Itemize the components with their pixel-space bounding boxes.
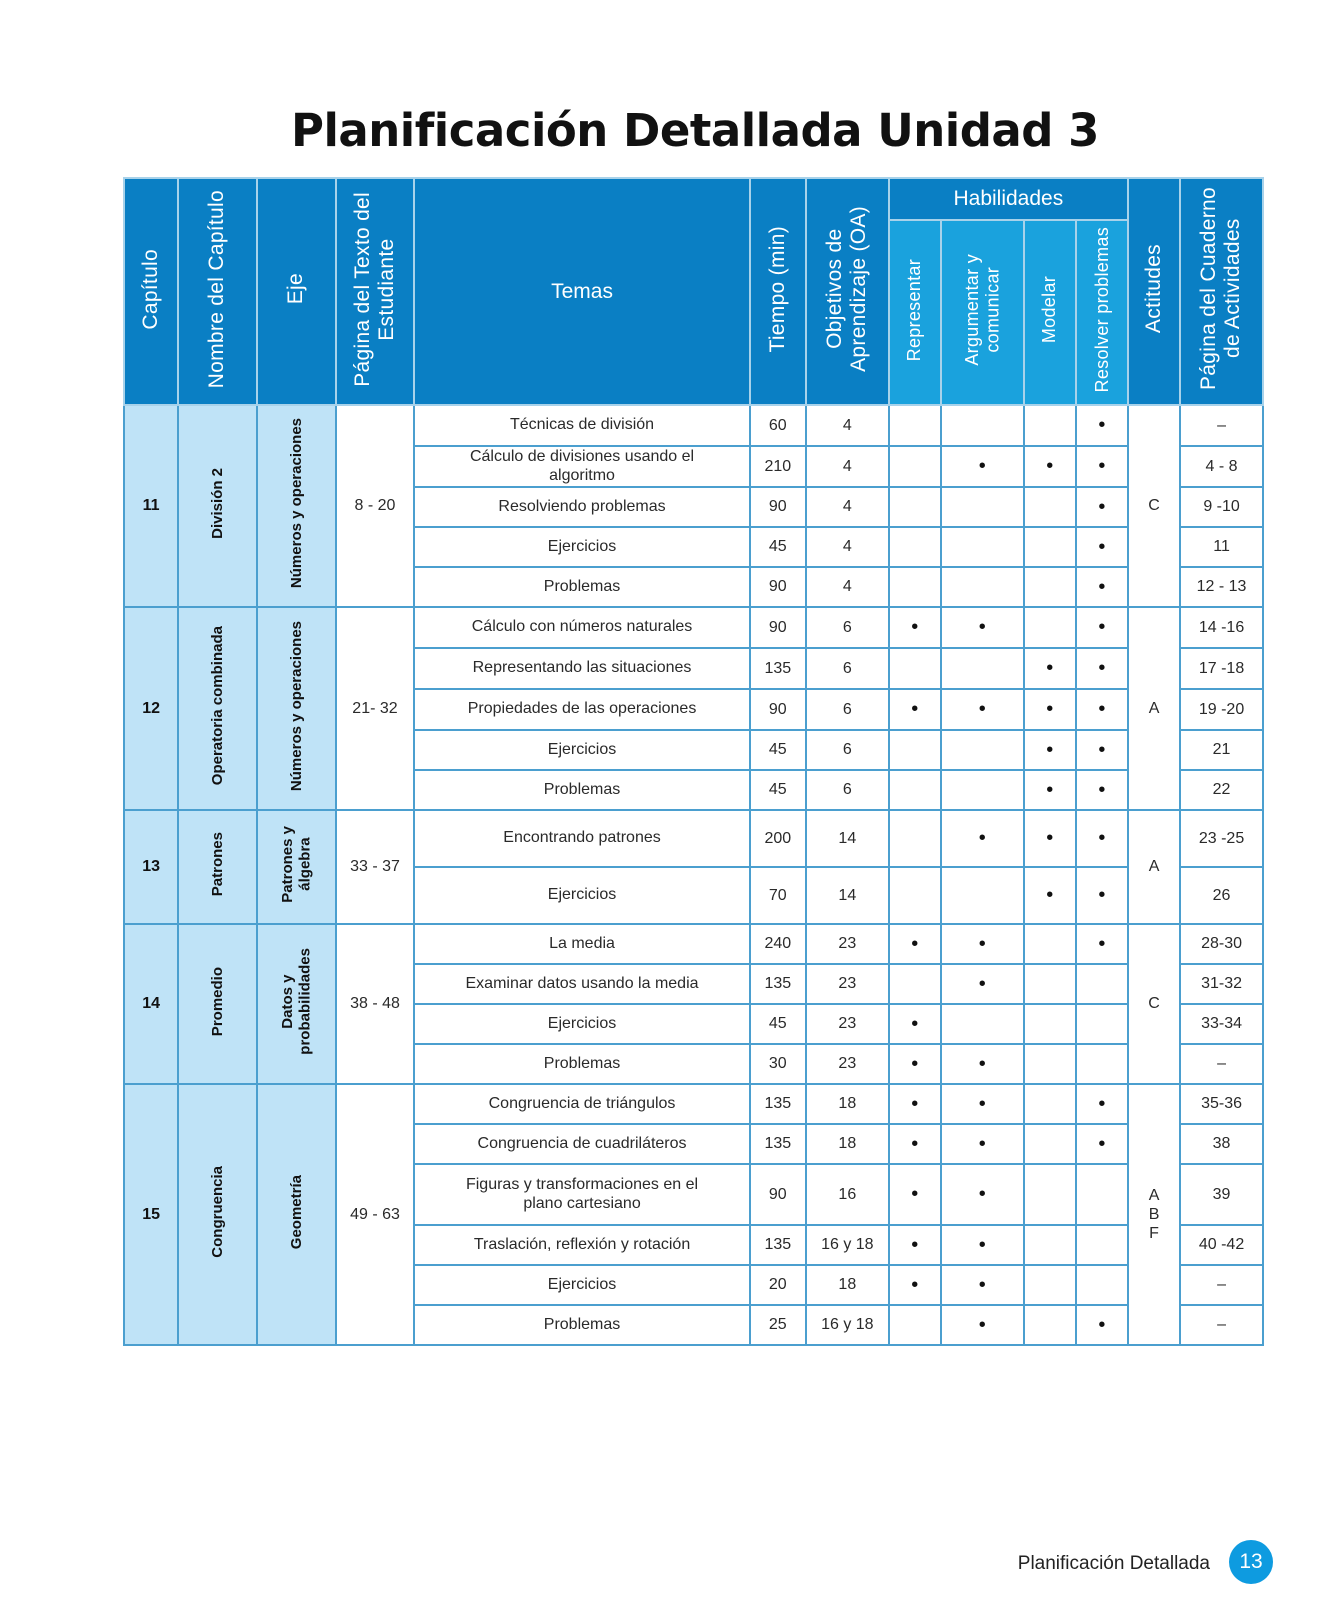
skill-argumentar-cell <box>941 1044 1024 1084</box>
skill-representar-cell <box>889 1265 941 1305</box>
bullet-mark: • <box>978 1052 986 1075</box>
oa-cell: 16 y 18 <box>806 1225 889 1265</box>
chapter-number: 12 <box>124 607 178 810</box>
tiempo-cell: 135 <box>750 648 806 689</box>
skill-resolver-cell <box>1076 1084 1128 1124</box>
skill-resolver-cell <box>1076 924 1128 964</box>
oa-cell: 23 <box>806 1004 889 1044</box>
chapter-name: Promedio <box>178 924 257 1084</box>
skill-modelar-cell <box>1024 924 1076 964</box>
skill-resolver-cell <box>1076 648 1128 689</box>
tiempo-cell: 210 <box>750 446 806 487</box>
skill-argumentar-cell <box>941 1004 1024 1044</box>
bullet-mark: • <box>1046 738 1054 761</box>
chapter-pages: 33 - 37 <box>336 810 415 924</box>
bullet-mark: • <box>1098 495 1106 518</box>
skill-representar-cell <box>889 689 941 730</box>
skill-argumentar-cell <box>941 770 1024 810</box>
bullet-mark: • <box>978 1233 986 1256</box>
tiempo-cell: 135 <box>750 1124 806 1164</box>
tema-cell: Problemas <box>414 1044 749 1084</box>
skill-representar-cell <box>889 567 941 607</box>
tiempo-cell: 90 <box>750 1164 806 1225</box>
bullet-mark: • <box>911 1012 919 1035</box>
chapter-eje: Números y operaciones <box>257 405 336 607</box>
skill-representar-cell <box>889 1084 941 1124</box>
skill-representar-cell <box>889 487 941 527</box>
skill-representar-cell <box>889 405 941 446</box>
oa-cell: 6 <box>806 648 889 689</box>
chapter-pages: 49 - 63 <box>336 1084 415 1345</box>
skill-argumentar-cell <box>941 1164 1024 1225</box>
skill-representar-cell <box>889 607 941 648</box>
bullet-mark: • <box>911 932 919 955</box>
oa-cell: 23 <box>806 1044 889 1084</box>
skill-representar-cell <box>889 867 941 924</box>
skill-resolver-cell <box>1076 964 1128 1004</box>
bullet-mark: • <box>911 1233 919 1256</box>
table-row <box>124 607 1263 648</box>
bullet-mark: • <box>978 616 986 638</box>
bullet-mark: • <box>978 827 986 849</box>
cuaderno-cell: 35-36 <box>1180 1084 1263 1124</box>
chapter-actitudes: A <box>1128 607 1180 810</box>
cuaderno-cell: 22 <box>1180 770 1263 810</box>
bullet-mark: • <box>1098 1132 1106 1155</box>
cuaderno-cell: 12 - 13 <box>1180 567 1263 607</box>
bullet-mark: • <box>978 1313 986 1336</box>
bullet-mark: • <box>978 455 986 477</box>
bullet-mark: • <box>1098 738 1106 761</box>
skill-resolver-cell <box>1076 1164 1128 1225</box>
tema-cell: Congruencia de cuadriláteros <box>414 1124 749 1164</box>
tiempo-cell: 20 <box>750 1265 806 1305</box>
tiempo-cell: 135 <box>750 1084 806 1124</box>
header-objetivos: Objetivos de Aprendizaje (OA) <box>806 178 889 405</box>
planning-table <box>123 177 1264 1346</box>
tiempo-cell: 90 <box>750 487 806 527</box>
bullet-mark: • <box>978 1132 986 1155</box>
skill-resolver-cell <box>1076 1225 1128 1265</box>
skill-representar-cell <box>889 770 941 810</box>
skill-modelar-cell <box>1024 1305 1076 1345</box>
chapter-name: Patrones <box>178 810 257 924</box>
bullet-mark: • <box>1098 535 1106 558</box>
cuaderno-cell: 17 -18 <box>1180 648 1263 689</box>
skill-argumentar-cell <box>941 446 1024 487</box>
skill-modelar-cell <box>1024 648 1076 689</box>
bullet-mark: • <box>1098 778 1106 801</box>
oa-cell: 18 <box>806 1265 889 1305</box>
tema-cell: Cálculo con números naturales <box>414 607 749 648</box>
oa-cell: 16 y 18 <box>806 1305 889 1345</box>
chapter-name: División 2 <box>178 405 257 607</box>
bullet-mark: • <box>1098 884 1106 906</box>
skill-modelar-cell <box>1024 1225 1076 1265</box>
tiempo-cell: 200 <box>750 810 806 867</box>
tiempo-cell: 30 <box>750 1044 806 1084</box>
table-row <box>124 405 1263 446</box>
skill-representar-cell <box>889 1044 941 1084</box>
header-temas: Temas <box>414 178 749 405</box>
oa-cell: 18 <box>806 1084 889 1124</box>
bullet-mark: • <box>978 972 986 995</box>
chapter-number: 11 <box>124 405 178 607</box>
bullet-mark: • <box>978 932 986 955</box>
page-title: Planificación Detallada Unidad 3 <box>291 104 1099 157</box>
cuaderno-cell: 26 <box>1180 867 1263 924</box>
cuaderno-cell: 21 <box>1180 730 1263 770</box>
cuaderno-cell: – <box>1180 1305 1263 1345</box>
skill-resolver-cell <box>1076 1124 1128 1164</box>
skill-representar-cell <box>889 446 941 487</box>
bullet-mark: • <box>1098 616 1106 638</box>
cuaderno-cell: – <box>1180 1265 1263 1305</box>
cuaderno-cell: 23 -25 <box>1180 810 1263 867</box>
oa-cell: 23 <box>806 924 889 964</box>
oa-cell: 4 <box>806 446 889 487</box>
chapter-eje: Números y operaciones <box>257 607 336 810</box>
bullet-mark: • <box>978 1183 986 1205</box>
skill-representar-cell <box>889 1225 941 1265</box>
tiempo-cell: 135 <box>750 964 806 1004</box>
skill-modelar-cell <box>1024 1164 1076 1225</box>
skill-modelar-cell <box>1024 527 1076 567</box>
tema-cell: Ejercicios <box>414 1265 749 1305</box>
tema-cell: Ejercicios <box>414 527 749 567</box>
skill-argumentar-cell <box>941 867 1024 924</box>
cuaderno-cell: 14 -16 <box>1180 607 1263 648</box>
tema-cell: Encontrando patrones <box>414 810 749 867</box>
oa-cell: 4 <box>806 567 889 607</box>
cuaderno-cell: 31-32 <box>1180 964 1263 1004</box>
skill-resolver-cell <box>1076 867 1128 924</box>
skill-modelar-cell <box>1024 689 1076 730</box>
tiempo-cell: 45 <box>750 527 806 567</box>
table-row <box>124 924 1263 964</box>
tema-cell: Problemas <box>414 770 749 810</box>
tema-cell: Ejercicios <box>414 1004 749 1044</box>
skill-argumentar-cell <box>941 924 1024 964</box>
skill-argumentar-cell <box>941 405 1024 446</box>
tema-cell: Figuras y transformaciones en el plano cartesiano <box>414 1164 749 1225</box>
header-habilidades: Habilidades <box>889 178 1128 220</box>
bullet-mark: • <box>1098 414 1106 436</box>
skill-representar-cell <box>889 527 941 567</box>
oa-cell: 16 <box>806 1164 889 1225</box>
footer-label: Planificación Detallada <box>1017 1553 1210 1574</box>
tiempo-cell: 135 <box>750 1225 806 1265</box>
bullet-mark: • <box>978 1273 986 1296</box>
cuaderno-cell: 38 <box>1180 1124 1263 1164</box>
chapter-pages: 8 - 20 <box>336 405 415 607</box>
bullet-mark: • <box>911 1273 919 1296</box>
skill-modelar-cell <box>1024 770 1076 810</box>
chapter-number: 15 <box>124 1084 178 1345</box>
tiempo-cell: 70 <box>750 867 806 924</box>
oa-cell: 4 <box>806 405 889 446</box>
skill-modelar-cell <box>1024 730 1076 770</box>
oa-cell: 18 <box>806 1124 889 1164</box>
skill-modelar-cell <box>1024 405 1076 446</box>
header-resolver: Resolver problemas <box>1076 220 1128 405</box>
skill-modelar-cell <box>1024 1265 1076 1305</box>
skill-representar-cell <box>889 1004 941 1044</box>
skill-resolver-cell <box>1076 1265 1128 1305</box>
tiempo-cell: 25 <box>750 1305 806 1345</box>
oa-cell: 6 <box>806 607 889 648</box>
tema-cell: Propiedades de las operaciones <box>414 689 749 730</box>
cuaderno-cell: 33-34 <box>1180 1004 1263 1044</box>
oa-cell: 4 <box>806 487 889 527</box>
header-eje: Eje <box>257 178 336 405</box>
tiempo-cell: 60 <box>750 405 806 446</box>
cuaderno-cell: 9 -10 <box>1180 487 1263 527</box>
bullet-mark: • <box>911 1132 919 1155</box>
tema-cell: Ejercicios <box>414 867 749 924</box>
cuaderno-cell: – <box>1180 405 1263 446</box>
cuaderno-cell: 40 -42 <box>1180 1225 1263 1265</box>
skill-argumentar-cell <box>941 810 1024 867</box>
chapter-pages: 21- 32 <box>336 607 415 810</box>
bullet-mark: • <box>1046 778 1054 801</box>
skill-argumentar-cell <box>941 567 1024 607</box>
table-row <box>124 1084 1263 1124</box>
skill-representar-cell <box>889 1124 941 1164</box>
tiempo-cell: 90 <box>750 567 806 607</box>
skill-argumentar-cell <box>941 964 1024 1004</box>
tema-cell: La media <box>414 924 749 964</box>
skill-resolver-cell <box>1076 527 1128 567</box>
skill-modelar-cell <box>1024 1124 1076 1164</box>
bullet-mark: • <box>1098 932 1106 955</box>
skill-modelar-cell <box>1024 446 1076 487</box>
bullet-mark: • <box>1098 827 1106 849</box>
skill-argumentar-cell <box>941 1305 1024 1345</box>
skill-modelar-cell <box>1024 1044 1076 1084</box>
tiempo-cell: 45 <box>750 1004 806 1044</box>
skill-modelar-cell <box>1024 607 1076 648</box>
header-argumentar: Argumentar y comunicar <box>941 220 1024 405</box>
oa-cell: 23 <box>806 964 889 1004</box>
cuaderno-cell: 4 - 8 <box>1180 446 1263 487</box>
bullet-mark: • <box>1098 698 1106 720</box>
header-nombre-capitulo: Nombre del Capítulo <box>178 178 257 405</box>
bullet-mark: • <box>911 1092 919 1115</box>
bullet-mark: • <box>1098 1092 1106 1115</box>
header-capitulo: Capítulo <box>124 178 178 405</box>
skill-argumentar-cell <box>941 648 1024 689</box>
chapter-actitudes: A B F <box>1128 1084 1180 1345</box>
chapter-number: 14 <box>124 924 178 1084</box>
skill-resolver-cell <box>1076 446 1128 487</box>
skill-representar-cell <box>889 924 941 964</box>
bullet-mark: • <box>978 698 986 720</box>
bullet-mark: • <box>1046 698 1054 720</box>
skill-modelar-cell <box>1024 567 1076 607</box>
bullet-mark: • <box>911 1183 919 1205</box>
cuaderno-cell: – <box>1180 1044 1263 1084</box>
tiempo-cell: 45 <box>750 770 806 810</box>
bullet-mark: • <box>1098 455 1106 477</box>
tiempo-cell: 90 <box>750 689 806 730</box>
tema-cell: Congruencia de triángulos <box>414 1084 749 1124</box>
chapter-name: Operatoria combinada <box>178 607 257 810</box>
skill-representar-cell <box>889 810 941 867</box>
skill-argumentar-cell <box>941 527 1024 567</box>
chapter-eje: Patrones y álgebra <box>257 810 336 924</box>
skill-modelar-cell <box>1024 964 1076 1004</box>
skill-resolver-cell <box>1076 487 1128 527</box>
bullet-mark: • <box>911 698 919 720</box>
bullet-mark: • <box>1098 1313 1106 1336</box>
tema-cell: Técnicas de división <box>414 405 749 446</box>
header-pagina-texto: Página del Texto del Estudiante <box>336 178 415 405</box>
chapter-actitudes: C <box>1128 405 1180 607</box>
bullet-mark: • <box>1046 827 1054 849</box>
skill-representar-cell <box>889 730 941 770</box>
skill-representar-cell <box>889 964 941 1004</box>
tema-cell: Traslación, reflexión y rotación <box>414 1225 749 1265</box>
header-pagina-cuaderno: Página del Cuaderno de Actividades <box>1180 178 1263 405</box>
bullet-mark: • <box>1046 455 1054 477</box>
tema-cell: Problemas <box>414 1305 749 1345</box>
skill-modelar-cell <box>1024 810 1076 867</box>
skill-resolver-cell <box>1076 730 1128 770</box>
table-body <box>124 405 1263 1345</box>
tiempo-cell: 240 <box>750 924 806 964</box>
skill-argumentar-cell <box>941 730 1024 770</box>
skill-resolver-cell <box>1076 689 1128 730</box>
header-actitudes: Actitudes <box>1128 178 1180 405</box>
oa-cell: 14 <box>806 810 889 867</box>
skill-resolver-cell <box>1076 1044 1128 1084</box>
chapter-number: 13 <box>124 810 178 924</box>
cuaderno-cell: 11 <box>1180 527 1263 567</box>
tema-cell: Problemas <box>414 567 749 607</box>
cuaderno-cell: 39 <box>1180 1164 1263 1225</box>
skill-resolver-cell <box>1076 770 1128 810</box>
oa-cell: 6 <box>806 770 889 810</box>
tema-cell: Examinar datos usando la media <box>414 964 749 1004</box>
skill-modelar-cell <box>1024 487 1076 527</box>
bullet-mark: • <box>1046 884 1054 906</box>
cuaderno-cell: 28-30 <box>1180 924 1263 964</box>
tema-cell: Cálculo de divisiones usando el algoritmo <box>414 446 749 487</box>
skill-resolver-cell <box>1076 1004 1128 1044</box>
page-number-badge: 13 <box>1229 1540 1273 1584</box>
skill-argumentar-cell <box>941 1084 1024 1124</box>
tema-cell: Resolviendo problemas <box>414 487 749 527</box>
chapter-actitudes: C <box>1128 924 1180 1084</box>
skill-representar-cell <box>889 1305 941 1345</box>
header-representar: Representar <box>889 220 941 405</box>
bullet-mark: • <box>1098 657 1106 679</box>
header-tiempo: Tiempo (min) <box>750 178 806 405</box>
skill-modelar-cell <box>1024 867 1076 924</box>
bullet-mark: • <box>978 1092 986 1115</box>
skill-representar-cell <box>889 648 941 689</box>
oa-cell: 6 <box>806 689 889 730</box>
skill-resolver-cell <box>1076 1305 1128 1345</box>
chapter-eje: Datos y probabilidades <box>257 924 336 1084</box>
skill-argumentar-cell <box>941 1265 1024 1305</box>
oa-cell: 14 <box>806 867 889 924</box>
skill-resolver-cell <box>1076 405 1128 446</box>
bullet-mark: • <box>1046 657 1054 679</box>
bullet-mark: • <box>1098 575 1106 598</box>
oa-cell: 6 <box>806 730 889 770</box>
bullet-mark: • <box>911 1052 919 1075</box>
chapter-name: Congruencia <box>178 1084 257 1345</box>
tiempo-cell: 45 <box>750 730 806 770</box>
skill-argumentar-cell <box>941 487 1024 527</box>
skill-representar-cell <box>889 1164 941 1225</box>
tiempo-cell: 90 <box>750 607 806 648</box>
skill-argumentar-cell <box>941 1225 1024 1265</box>
chapter-actitudes: A <box>1128 810 1180 924</box>
skill-resolver-cell <box>1076 607 1128 648</box>
bullet-mark: • <box>911 616 919 638</box>
skill-resolver-cell <box>1076 810 1128 867</box>
chapter-pages: 38 - 48 <box>336 924 415 1084</box>
skill-argumentar-cell <box>941 607 1024 648</box>
table-row <box>124 810 1263 867</box>
cuaderno-cell: 19 -20 <box>1180 689 1263 730</box>
skill-resolver-cell <box>1076 567 1128 607</box>
header-modelar: Modelar <box>1024 220 1076 405</box>
skill-modelar-cell <box>1024 1084 1076 1124</box>
skill-modelar-cell <box>1024 1004 1076 1044</box>
oa-cell: 4 <box>806 527 889 567</box>
skill-argumentar-cell <box>941 689 1024 730</box>
tema-cell: Ejercicios <box>414 730 749 770</box>
chapter-eje: Geometría <box>257 1084 336 1345</box>
tema-cell: Representando las situaciones <box>414 648 749 689</box>
skill-argumentar-cell <box>941 1124 1024 1164</box>
